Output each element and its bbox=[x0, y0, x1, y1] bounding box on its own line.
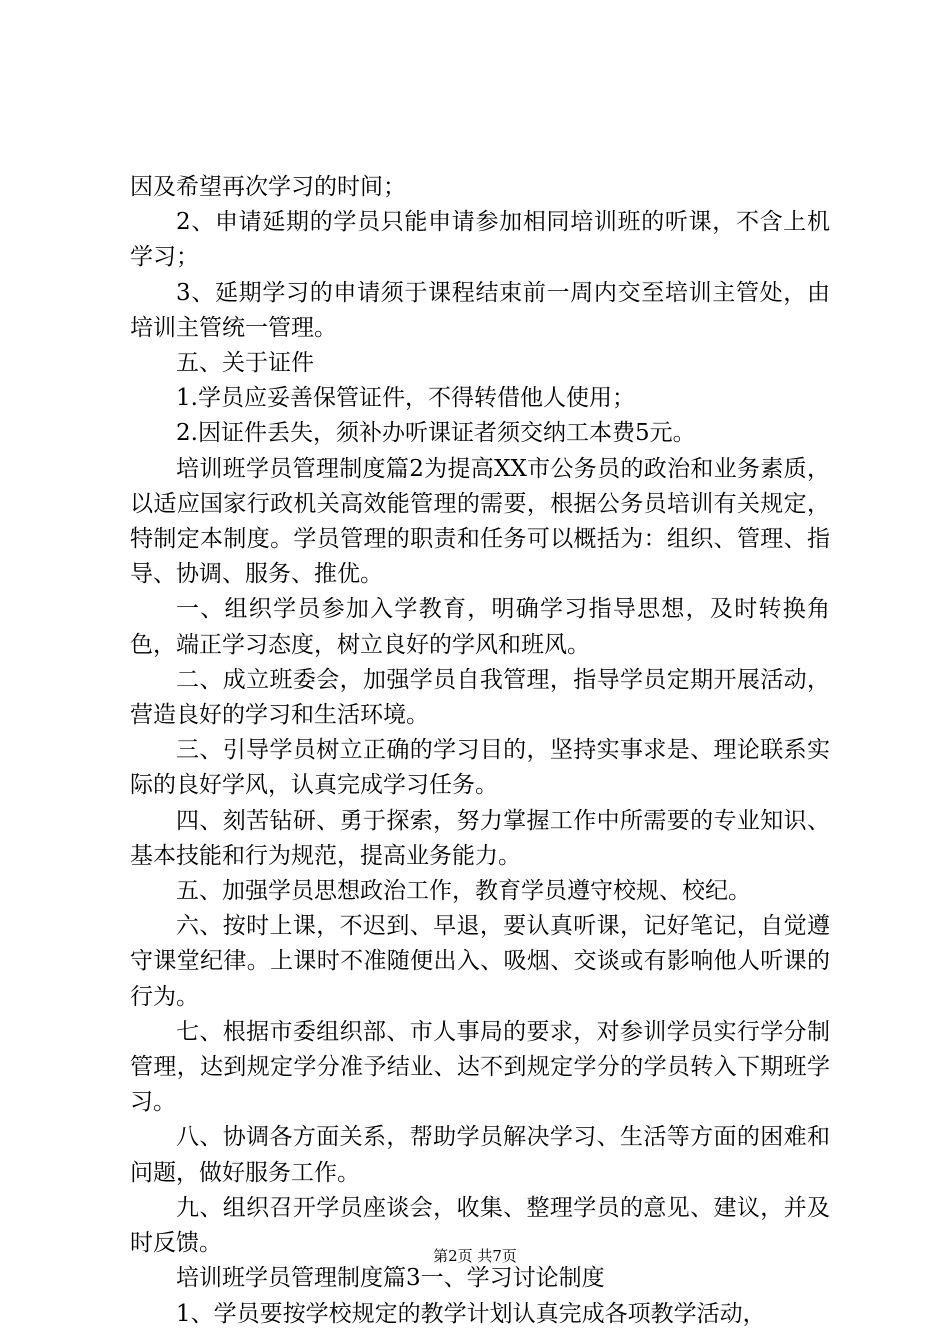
paragraph: 一、组织学员参加入学教育，明确学习指导思想，及时转换角色，端正学习态度，树立良好的学风和班风。 bbox=[130, 596, 830, 658]
paragraph: 二、成立班委会，加强学员自我管理，指导学员定期开展活动，营造良好的学习和生活环境。 bbox=[130, 666, 830, 729]
page-footer: 第2页 共7页 bbox=[433, 1247, 517, 1265]
paragraph: 七、根据市委组织部、市人事局的要求，对参训学员实行学分制管理，达到规定学分准予结业、达不到规定学分的学员转入下期班学习。 bbox=[130, 1018, 830, 1116]
document-body bbox=[130, 170, 830, 1332]
paragraph: 九、组织召开学员座谈会，收集、整理学员的意见、建议，并及时反馈。 bbox=[130, 1194, 830, 1257]
paragraph: 培训班学员管理制度篇2为提高XX市公务员的政治和业务素质，以适应国家行政机关高效能管理的需要，根据公务员培训有关规定，特制定本制度。学员管理的职责和任务可以概括为：组织、管理、指导、协调、服务、推优。 bbox=[130, 455, 830, 588]
paragraph: 1、学员要按学校规定的教学计划认真完成各项教学活动， bbox=[176, 1300, 766, 1327]
paragraph: 3、延期学习的申请须于课程结束前一周内交至培训主管处，由培训主管统一管理。 bbox=[130, 279, 830, 341]
paragraph: 六、按时上课，不迟到、早退，要认真听课，记好笔记，自觉遵守课堂纪律。上课时不准随便出入、吸烟、交谈或有影响他人听课的行为。 bbox=[130, 913, 830, 1010]
paragraph: 1.学员应妥善保管证件，不得转借他人使用； bbox=[176, 385, 635, 412]
paragraph: 五、加强学员思想政治工作，教育学员遵守校规、校纪。 bbox=[176, 878, 751, 905]
paragraph: 四、刻苦钻研、勇于探索，努力掌握工作中所需要的专业知识、基本技能和行为规范，提高业务能力。 bbox=[130, 807, 830, 869]
paragraph: 八、协调各方面关系，帮助学员解决学习、生活等方面的困难和问题，做好服务工作。 bbox=[130, 1124, 830, 1186]
paragraph: 2.因证件丢失，须补办听课证者须交纳工本费5元。 bbox=[176, 420, 696, 447]
paragraph: 三、引导学员树立正确的学习目的，坚持实事求是、理论联系实际的良好学风，认真完成学习任务。 bbox=[130, 737, 830, 799]
paragraph: 五、关于证件 bbox=[176, 350, 314, 377]
paragraph: 2、申请延期的学员只能申请参加相同培训班的听课，不含上机学习； bbox=[130, 209, 830, 271]
paragraph: 因及希望再次学习的时间； bbox=[130, 174, 406, 200]
paragraph: 培训班学员管理制度篇3一、学习讨论制度 bbox=[176, 1265, 605, 1292]
